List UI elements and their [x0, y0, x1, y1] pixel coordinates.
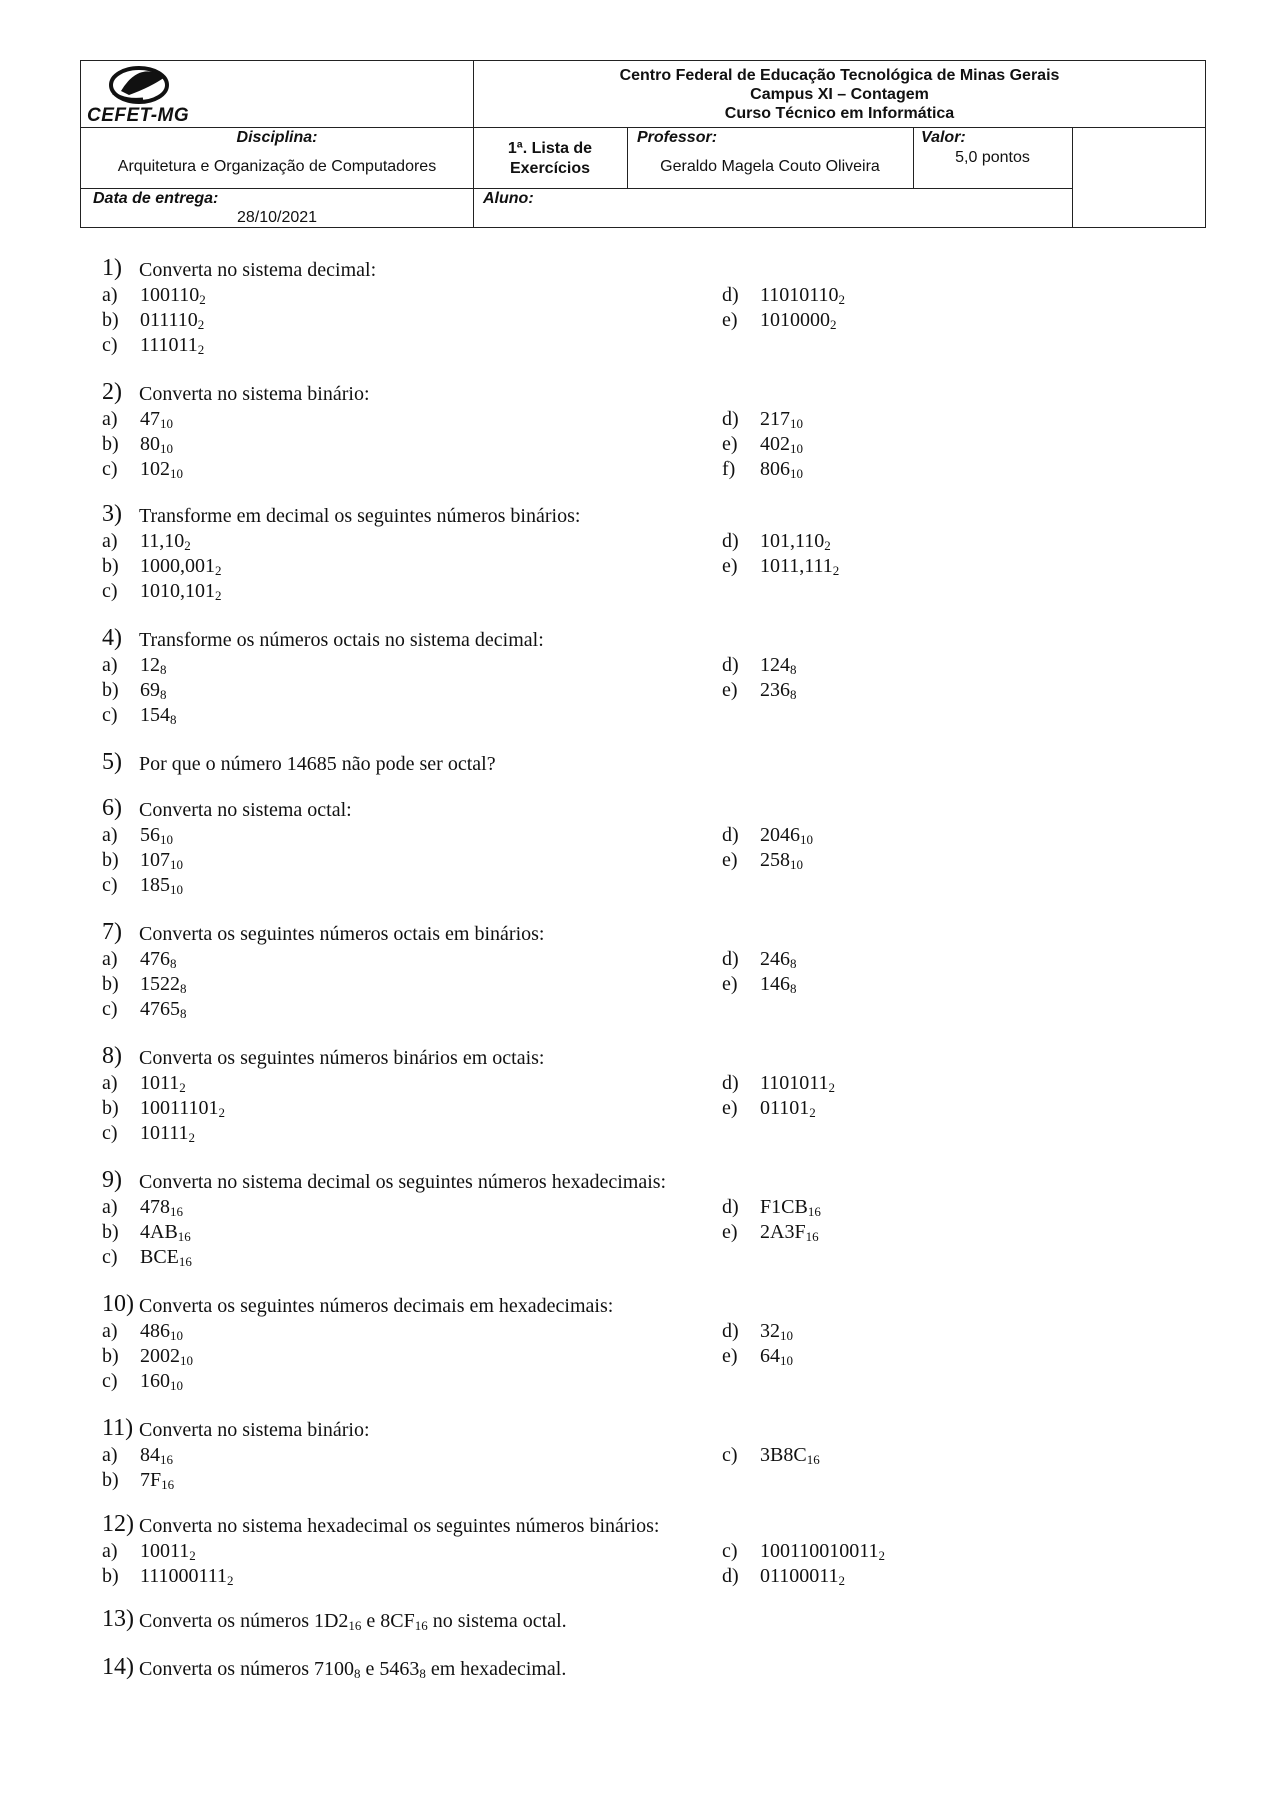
option-value: 2002 — [140, 1345, 180, 1367]
base-subscript: 16 — [177, 1229, 191, 1244]
option-letter: e) — [722, 1345, 738, 1367]
option-letter: c) — [102, 334, 118, 356]
option-value: 12 — [140, 654, 160, 676]
option-value: 10011 — [140, 1540, 190, 1562]
option-letter: a) — [102, 1540, 118, 1562]
option-value: 107 — [140, 849, 170, 871]
option-item — [102, 1319, 183, 1344]
option-value: 7F — [140, 1469, 162, 1491]
option-letter: a) — [102, 530, 118, 552]
option-value: 84 — [140, 1444, 160, 1466]
option-item — [102, 457, 183, 482]
question-number: 2) — [102, 379, 122, 405]
base-subscript: 8 — [790, 981, 797, 996]
option-item — [102, 972, 187, 997]
base-subscript: 16 — [160, 1452, 173, 1467]
base-subscript: 2 — [809, 1105, 816, 1120]
option-letter: b) — [102, 1097, 119, 1119]
base-subscript: 10 — [790, 857, 803, 872]
option-value: 56 — [140, 824, 160, 846]
option-value: 217 — [760, 408, 790, 430]
option-item — [722, 1319, 793, 1344]
option-value: 111011 — [140, 334, 198, 356]
base-subscript: 8 — [790, 687, 797, 702]
base-subscript: 8 — [170, 956, 177, 971]
option-value: 80 — [140, 433, 160, 455]
value-label: Valor: — [921, 129, 966, 146]
option-value: 01101 — [760, 1097, 810, 1119]
base-subscript: 16 — [414, 1618, 428, 1633]
option-letter: c) — [102, 874, 118, 896]
base-subscript: 2 — [838, 1573, 846, 1588]
option-item — [722, 678, 797, 703]
option-item — [722, 529, 831, 554]
option-item — [722, 1539, 885, 1564]
option-item — [102, 333, 204, 358]
option-value: 11,10 — [140, 530, 185, 552]
option-letter: b) — [102, 1565, 119, 1587]
base-subscript: 10 — [170, 857, 183, 872]
option-letter: c) — [722, 1540, 738, 1562]
option-item — [102, 1220, 191, 1245]
option-item — [722, 823, 813, 848]
option-item — [722, 1344, 793, 1369]
option-letter: a) — [102, 948, 118, 970]
option-value: 111000111 — [140, 1565, 228, 1587]
option-value: 101,110 — [760, 530, 825, 552]
discipline-value: Arquitetura e Organização de Computadores — [117, 158, 437, 175]
base-subscript: 10 — [790, 416, 803, 431]
cefet-mg-logo — [81, 61, 201, 127]
base-subscript: 2 — [227, 1573, 234, 1588]
value-value: 5,0 pontos — [955, 149, 1030, 166]
option-letter: b) — [102, 1469, 119, 1491]
option-value: 011110 — [140, 309, 198, 331]
option-item — [722, 432, 803, 457]
option-letter: d) — [722, 654, 739, 676]
option-value: 100110 — [140, 284, 200, 306]
text-part: em hexadecimal. — [425, 1658, 567, 1680]
option-letter: e) — [722, 1221, 738, 1243]
base-subscript: 10 — [180, 1353, 193, 1368]
option-value: 100110010011 — [760, 1540, 879, 1562]
question-number: 4) — [102, 625, 122, 651]
list-title-line-2: Exercícios — [509, 160, 591, 177]
option-letter: a) — [102, 1320, 118, 1342]
option-letter: d) — [722, 1565, 739, 1587]
base-subscript: 10 — [160, 832, 173, 847]
text-part: no sistema octal. — [427, 1610, 567, 1632]
question-text: Converta no sistema binário: — [139, 1419, 370, 1441]
option-item — [102, 407, 173, 432]
option-letter: a) — [102, 1072, 118, 1094]
option-letter: b) — [102, 1221, 119, 1243]
question-number: 9) — [102, 1167, 122, 1193]
option-item — [102, 1245, 192, 1270]
base-subscript: 2 — [838, 292, 846, 307]
option-item — [722, 308, 837, 333]
base-subscript: 2 — [830, 317, 837, 332]
option-letter: e) — [722, 679, 738, 701]
base-subscript: 8 — [790, 956, 797, 971]
option-item — [102, 283, 206, 308]
question-text: Converta os seguintes números decimais em hexadecimais: — [139, 1295, 614, 1317]
option-letter: e) — [722, 849, 738, 871]
option-letter: c) — [102, 1370, 118, 1392]
base-subscript: 2 — [215, 588, 222, 603]
option-item — [722, 283, 845, 308]
option-value: 478 — [140, 1196, 170, 1218]
option-value: 3B8C — [760, 1444, 807, 1466]
option-letter: d) — [722, 948, 739, 970]
option-item — [102, 947, 177, 972]
question-text: Por que o número 14685 não pode ser octal? — [139, 753, 496, 775]
option-item — [102, 1539, 196, 1564]
option-letter: b) — [102, 973, 119, 995]
option-value: 258 — [760, 849, 790, 871]
option-letter: e) — [722, 433, 738, 455]
option-value: 4765 — [140, 998, 180, 1020]
base-subscript: 10 — [160, 441, 173, 456]
institution-line-3: Curso Técnico em Informática — [724, 105, 955, 122]
text-part: e 5463 — [360, 1658, 420, 1680]
text-part: e 8CF — [361, 1610, 415, 1632]
option-letter: b) — [102, 433, 119, 455]
question-number: 14) — [102, 1654, 134, 1680]
question-text: Converta no sistema hexadecimal os seguintes números binários: — [139, 1515, 660, 1537]
base-subscript: 10 — [800, 832, 813, 847]
base-subscript: 16 — [170, 1204, 183, 1219]
option-item — [102, 1369, 183, 1394]
base-subscript: 2 — [828, 1080, 836, 1095]
option-value: 11010110 — [760, 284, 839, 306]
option-value: 806 — [760, 458, 790, 480]
question-number: 11) — [102, 1415, 134, 1441]
base-subscript: 2 — [197, 317, 205, 332]
option-item — [722, 1564, 845, 1589]
base-subscript: 10 — [170, 466, 183, 481]
option-value: 4AB — [140, 1221, 178, 1243]
option-item — [102, 308, 204, 333]
option-item — [102, 1071, 186, 1096]
institution-name — [474, 66, 1205, 123]
option-letter: d) — [722, 1320, 739, 1342]
question-number: 7) — [102, 919, 122, 945]
question-number: 3) — [102, 501, 122, 527]
base-subscript: 10 — [170, 1328, 183, 1343]
base-subscript: 16 — [805, 1229, 819, 1244]
option-value: 236 — [760, 679, 790, 701]
professor-label: Professor: — [637, 129, 718, 146]
option-value: BCE — [140, 1246, 179, 1268]
option-item — [102, 848, 183, 873]
base-subscript: 2 — [218, 1105, 226, 1120]
institution-line-1: Centro Federal de Educação Tecnológica de Minas Gerais — [619, 67, 1060, 84]
option-letter: a) — [102, 654, 118, 676]
option-letter: b) — [102, 555, 119, 577]
base-subscript: 2 — [215, 563, 222, 578]
option-item — [722, 1096, 816, 1121]
due-date-value: 28/10/2021 — [236, 209, 318, 226]
base-subscript: 16 — [806, 1452, 820, 1467]
question-text: Converta os seguintes números octais em binários: — [139, 923, 545, 945]
base-subscript: 8 — [170, 712, 177, 727]
base-subscript: 16 — [807, 1204, 821, 1219]
option-item — [102, 823, 173, 848]
base-subscript: 2 — [832, 563, 840, 578]
base-subscript: 2 — [179, 1080, 186, 1095]
option-letter: a) — [102, 1444, 118, 1466]
option-letter: b) — [102, 849, 119, 871]
option-item — [102, 1468, 174, 1493]
base-subscript: 2 — [878, 1548, 886, 1563]
question-text: Converta os seguintes números binários em octais: — [139, 1047, 545, 1069]
header-table — [80, 60, 1206, 228]
option-item — [102, 1564, 234, 1589]
base-subscript: 10 — [790, 441, 803, 456]
divider — [1072, 127, 1073, 227]
list-title-line-1: 1ª. Lista de — [507, 140, 593, 157]
institution-line-2: Campus XI – Contagem — [750, 86, 929, 103]
divider — [81, 127, 1205, 128]
due-date-label: Data de entrega: — [93, 190, 219, 207]
option-letter: c) — [722, 1444, 738, 1466]
option-letter: e) — [722, 1097, 738, 1119]
option-value: 154 — [140, 704, 170, 726]
discipline-label: Disciplina: — [236, 129, 318, 146]
option-value: 185 — [140, 874, 170, 896]
option-letter: f) — [722, 458, 736, 480]
option-value: 1010,101 — [140, 580, 215, 602]
option-item — [722, 653, 797, 678]
base-subscript: 2 — [199, 292, 206, 307]
option-value: 1000,001 — [140, 555, 215, 577]
option-item — [722, 1195, 821, 1220]
base-subscript: 16 — [348, 1618, 362, 1633]
base-subscript: 2 — [824, 538, 831, 553]
option-item — [102, 529, 191, 554]
base-subscript: 2 — [188, 1130, 196, 1145]
option-item — [722, 457, 803, 482]
option-letter: e) — [722, 309, 738, 331]
base-subscript: 8 — [180, 981, 187, 996]
option-value: 1011,111 — [760, 555, 833, 577]
option-item — [102, 432, 173, 457]
base-subscript: 8 — [419, 1666, 426, 1681]
option-value: 402 — [760, 433, 790, 455]
option-value: 486 — [140, 1320, 170, 1342]
student-label: Aluno: — [483, 190, 534, 207]
option-value: 64 — [760, 1345, 780, 1367]
option-value: 124 — [760, 654, 790, 676]
logo-text: CEFET-MG — [87, 105, 190, 126]
option-value: 476 — [140, 948, 170, 970]
option-letter: e) — [722, 973, 738, 995]
professor-value: Geraldo Magela Couto Oliveira — [660, 158, 880, 175]
option-item — [102, 554, 222, 579]
option-letter: c) — [102, 1122, 118, 1144]
question-text: Converta no sistema decimal os seguintes números hexadecimais: — [139, 1171, 667, 1193]
option-value: 47 — [140, 408, 160, 430]
option-item — [722, 972, 797, 997]
option-item — [722, 1220, 819, 1245]
option-item — [102, 579, 222, 604]
option-value: 32 — [760, 1320, 780, 1342]
option-item — [102, 873, 183, 898]
option-letter: c) — [102, 1246, 118, 1268]
option-value: 01100011 — [760, 1565, 839, 1587]
question-text: Converta no sistema octal: — [139, 799, 352, 821]
text-part: Converta os números 7100 — [139, 1658, 354, 1680]
option-value: 1101011 — [760, 1072, 829, 1094]
option-item — [722, 554, 839, 579]
question-text — [139, 1607, 567, 1635]
question-text: Transforme em decimal os seguintes números binários: — [139, 505, 581, 527]
option-item — [722, 947, 797, 972]
base-subscript: 10 — [170, 1378, 183, 1393]
option-item — [102, 1121, 195, 1146]
option-item — [722, 1071, 835, 1096]
option-value: F1CB — [760, 1196, 808, 1218]
option-item — [722, 848, 803, 873]
option-item — [102, 1195, 183, 1220]
option-letter: d) — [722, 1196, 739, 1218]
option-item — [722, 1443, 820, 1468]
option-letter: d) — [722, 824, 739, 846]
option-item — [102, 1096, 225, 1121]
option-letter: b) — [102, 1345, 119, 1367]
base-subscript: 10 — [790, 466, 803, 481]
base-subscript: 2 — [197, 342, 205, 357]
option-letter: c) — [102, 458, 118, 480]
option-value: 10111 — [140, 1122, 189, 1144]
option-item — [722, 407, 803, 432]
option-value: 1010000 — [760, 309, 830, 331]
base-subscript: 16 — [178, 1254, 192, 1269]
option-value: 102 — [140, 458, 170, 480]
option-value: 246 — [760, 948, 790, 970]
option-value: 2A3F — [760, 1221, 806, 1243]
base-subscript: 2 — [189, 1548, 196, 1563]
option-letter: d) — [722, 530, 739, 552]
question-text: Transforme os números octais no sistema decimal: — [139, 629, 544, 651]
option-item — [102, 703, 177, 728]
option-letter: c) — [102, 704, 118, 726]
divider — [81, 188, 1072, 189]
option-value: 160 — [140, 1370, 170, 1392]
question-number: 6) — [102, 795, 122, 821]
option-value: 1011 — [140, 1072, 180, 1094]
option-letter: e) — [722, 555, 738, 577]
option-letter: d) — [722, 1072, 739, 1094]
base-subscript: 8 — [160, 662, 167, 677]
option-letter: b) — [102, 309, 119, 331]
question-number: 1) — [102, 255, 122, 281]
base-subscript: 8 — [180, 1006, 187, 1021]
base-subscript: 2 — [184, 538, 191, 553]
question-number: 5) — [102, 749, 122, 775]
option-value: 69 — [140, 679, 160, 701]
question-number: 13) — [102, 1606, 134, 1632]
option-value: 2046 — [760, 824, 800, 846]
question-number: 12) — [102, 1511, 134, 1537]
option-letter: a) — [102, 408, 118, 430]
option-letter: a) — [102, 1196, 118, 1218]
option-letter: b) — [102, 679, 119, 701]
option-value: 1522 — [140, 973, 180, 995]
list-title — [473, 139, 627, 179]
option-item — [102, 997, 187, 1022]
option-item — [102, 653, 167, 678]
question-text: Converta no sistema decimal: — [139, 259, 377, 281]
option-item — [102, 1443, 173, 1468]
question-number: 10) — [102, 1291, 134, 1317]
base-subscript: 10 — [170, 882, 183, 897]
text-part: Converta os números 1D2 — [139, 1610, 349, 1632]
base-subscript: 8 — [353, 1666, 361, 1681]
base-subscript: 10 — [160, 416, 173, 431]
base-subscript: 8 — [160, 687, 167, 702]
base-subscript: 8 — [790, 662, 797, 677]
option-letter: d) — [722, 408, 739, 430]
option-value: 10011101 — [140, 1097, 219, 1119]
base-subscript: 10 — [780, 1328, 793, 1343]
option-value: 146 — [760, 973, 790, 995]
base-subscript: 16 — [161, 1477, 175, 1492]
question-number: 8) — [102, 1043, 122, 1069]
option-letter: c) — [102, 580, 118, 602]
option-item — [102, 1344, 193, 1369]
option-letter: d) — [722, 284, 739, 306]
option-letter: a) — [102, 284, 118, 306]
option-letter: a) — [102, 824, 118, 846]
question-text — [139, 1655, 566, 1683]
option-item — [102, 678, 167, 703]
base-subscript: 10 — [780, 1353, 793, 1368]
option-letter: c) — [102, 998, 118, 1020]
question-text: Converta no sistema binário: — [139, 383, 370, 405]
